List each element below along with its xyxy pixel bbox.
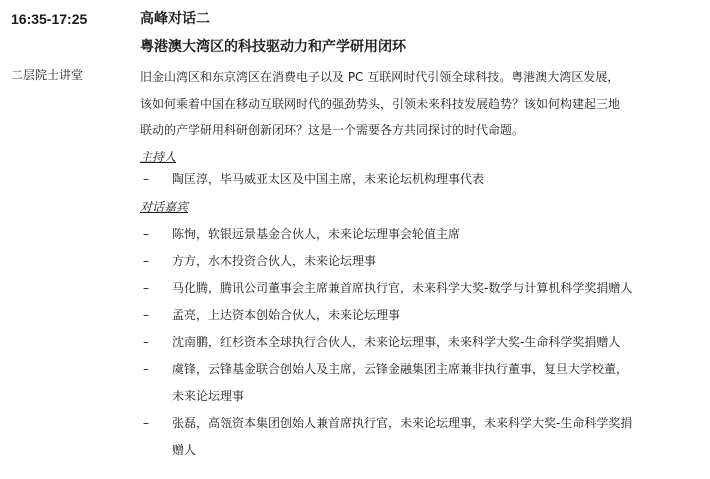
guest-entry: 孟亮，上达资本创始合伙人，未来论坛理事 <box>172 308 401 322</box>
bullet-dash: – <box>143 335 149 349</box>
session-description <box>140 64 692 144</box>
bullet-dash: – <box>143 416 149 430</box>
description-line: 旧金山湾区和东京湾区在消费电子以及 PC 互联网时代引领全球科技。粤港澳大湾区发展， <box>140 70 620 84</box>
guest-entry: 虞锋，云锋基金联合创始人及主席，云锋金融集团主席兼非执行董事，复旦大学校董， <box>172 362 629 376</box>
host-entry: 陶匡淳，毕马威亚太区及中国主席，未来论坛机构理事代表 <box>172 172 485 186</box>
guest-entry: 陈恂，软银远景基金合伙人，未来论坛理事会轮值主席 <box>172 227 461 241</box>
guest-entry: 张磊，高瓴资本集团创始人兼首席执行官，未来论坛理事，未来科学大奖-生命科学奖捐 <box>172 416 633 430</box>
bullet-dash: – <box>143 308 149 322</box>
bullet-dash: – <box>143 172 149 186</box>
description-line: 该如何乘着中国在移动互联网时代的强劲势头，引领未来科技发展趋势？该如何构建起三地 <box>140 96 621 111</box>
bullet-dash: – <box>143 254 149 268</box>
bullet-dash: – <box>143 362 149 376</box>
session-subtitle: 粤港澳大湾区的科技驱动力和产学研用闭环 <box>140 39 406 55</box>
guest-entry-continuation: 未来论坛理事 <box>172 389 245 403</box>
host-section-label: 主持人 <box>140 150 177 164</box>
session-venue: 二层院士讲堂 <box>11 68 84 82</box>
guests-section-label: 对话嘉宾 <box>140 200 189 214</box>
bullet-dash: – <box>143 281 149 295</box>
session-time: 16:35-17:25 <box>11 11 88 27</box>
description-line: 联动的产学研用科研创新闭环？这是一个需要各方共同探讨的时代命题。 <box>140 123 525 137</box>
bullet-dash: – <box>143 227 149 241</box>
guest-entry: 方方，水木投资合伙人，未来论坛理事 <box>172 254 377 268</box>
guest-entry: 沈南鹏，红杉资本全球执行合伙人，未来论坛理事，未来科学大奖-生命科学奖捐赠人 <box>172 335 621 349</box>
session-title: 高峰对话二 <box>140 11 210 27</box>
guest-entry: 马化腾，腾讯公司董事会主席兼首席执行官，未来科学大奖-数学与计算机科学奖捐赠人 <box>172 281 633 295</box>
guest-entry-continuation: 赠人 <box>172 443 197 457</box>
